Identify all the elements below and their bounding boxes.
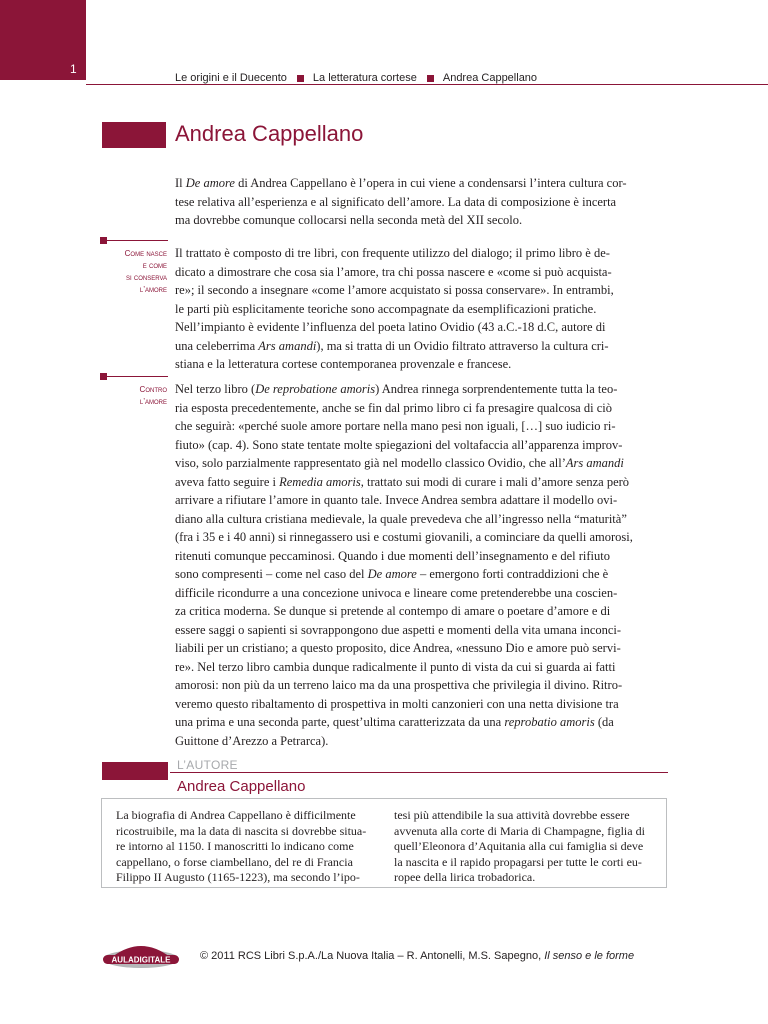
- text-line: arrivare a rifiutare l’amore in quanto tale. Invece Andrea sembra adattare il modello ovi-: [175, 493, 618, 507]
- paragraph-text: [175, 244, 667, 374]
- page-title: Andrea Cappellano: [175, 121, 364, 146]
- text-line: ria esposta precedentemente, anche se fin dal primo libro ci fa presagire qualcosa di ciò: [175, 400, 612, 415]
- breadcrumb-item-section: Le origini e il Duecento: [175, 72, 287, 84]
- page-number: 1: [70, 62, 77, 76]
- author-line: La biografia di Andrea Cappellano è difficilmente: [116, 808, 356, 822]
- italic-title: Ars amandi: [258, 338, 317, 353]
- text-line: tese relativa all’esperienza e al significato dell’amore. La data di composizione è incerta: [175, 194, 617, 209]
- author-line: cappellano, o forse ciambellano, del re di Francia: [116, 854, 353, 869]
- margin-note-line: Come nasce: [124, 249, 167, 258]
- book-title: Il senso e le forme: [544, 950, 635, 962]
- text-line: diano alla cultura cristiana medievale, la quale prevedeva che all’ingresso nella “maturità”: [175, 511, 627, 526]
- auladigitale-logo: [100, 939, 182, 969]
- logo-text: AULADIGITALE: [111, 955, 171, 965]
- text-line: za critica moderna. Se dunque si pretende al contempo di amare o poetare d’amore e di: [175, 604, 611, 618]
- breadcrumb: [175, 70, 537, 86]
- author-box-title: Andrea Cappellano: [177, 778, 306, 795]
- italic-title: Ars amandi: [565, 456, 624, 470]
- title-accent-bar: [102, 122, 166, 148]
- intro-paragraph: [175, 174, 667, 230]
- italic-title: Remedia amoris: [279, 474, 361, 489]
- footer-copyright: [200, 950, 634, 962]
- text-line: dicato a dimostrare che cosa sia l’amore, tra chi possa nascere e «come si può acquista-: [175, 264, 612, 279]
- section-marker: [101, 240, 168, 241]
- text-line: ritenuti comunque peccaminosi. Quando i due momenti dell’insegnamento e del rifiuto: [175, 548, 610, 563]
- text-line: Nel terzo libro (De reprobatione amoris) Andrea rinnega sorprendentemente tutta la teo-: [175, 382, 618, 396]
- text-line: Guittone d’Arezzo a Petrarca).: [175, 733, 329, 748]
- margin-note-line: Contro: [139, 385, 167, 394]
- author-line: ropee della lirica trobadorica.: [394, 870, 536, 884]
- text-line: veremo questo ribaltamento di prospettiva in molti canzonieri con una netta divisione tra: [175, 696, 619, 711]
- author-accent-bar: [102, 762, 168, 780]
- author-line: re intorno al 1150. I manoscritti lo indicano come: [116, 839, 354, 853]
- copyright-text: © 2011 RCS Libri S.p.A./La Nuova Italia – R. Antonelli, M.S. Sapegno,: [200, 950, 545, 962]
- author-box-label: L’AUTORE: [177, 758, 238, 772]
- text-line: fiuto» (cap. 4). Sono state tentate molte spiegazioni del voltafaccia all’apparenza improv-: [175, 437, 623, 452]
- text-line: aveva fatto seguire i Remedia amoris, trattato sui modi di curare i mali d’amore senza però: [175, 474, 630, 489]
- breadcrumb-separator-icon: [427, 75, 434, 82]
- text-line: Nell’impianto è evidente l’influenza del poeta latino Ovidio (43 a.C.-18 d.C, autore di: [175, 320, 606, 334]
- margin-note-line: l’amore: [139, 285, 167, 294]
- breadcrumb-item-author: Andrea Cappellano: [442, 72, 538, 84]
- author-line: tesi più attendibile la sua attività dovrebbe essere: [394, 808, 630, 822]
- italic-title: reprobatio amoris: [504, 715, 595, 729]
- italic-title: De amore: [185, 176, 235, 190]
- margin-note-line: e come: [142, 261, 167, 270]
- text-line: Il trattato è composto di tre libri, con frequente utilizzo del dialogo; il primo libro è de-: [175, 246, 610, 260]
- author-column-left: [116, 808, 374, 886]
- text-line: (fra i 35 e i 40 anni) si rinnegassero usi e costumi giovanili, a cominciare da quelli amorosi,: [175, 530, 633, 544]
- text-line: stiana e la letteratura cortese contemporanea provenzale e francese.: [175, 357, 512, 371]
- text-line: liabili per un cristiano; a questo proposito, dice Andrea, «nessuno Dio e amore può servi-: [175, 641, 621, 655]
- marker-square-icon: [100, 237, 107, 244]
- text-line: una celeberrima Ars amandi), ma si tratta di un Ovidio filtrato attraverso la cultura cri-: [175, 338, 609, 353]
- text-line: difficile ricondurre a una concezione univoca e lineare come pretenderebbe una coscien-: [175, 585, 618, 600]
- author-line: Filippo II Augusto (1165-1223), ma secondo l’ipo-: [116, 870, 360, 884]
- italic-title: De amore: [367, 567, 417, 581]
- text-line: sono compresenti – come nel caso del De amore – emergono forti contraddizioni che è: [175, 567, 609, 581]
- text-line: le parti più esplicitamente teoriche sono accompagnate da esemplificazioni pratiche.: [175, 301, 597, 316]
- text-line: una prima e una seconda parte, quest’ultima caratterizzata da una reprobatio amoris (da: [175, 715, 614, 729]
- breadcrumb-separator-icon: [297, 75, 304, 82]
- text-line: viso, solo parzialmente rappresentato già nel modello classico Ovidio, che all’Ars amandi: [175, 456, 624, 470]
- author-rule: [170, 772, 668, 773]
- author-line: ricostruibile, ma la data di nascita si dovrebbe situa-: [116, 823, 367, 838]
- author-line: avvenuta alla corte di Maria di Champagne, figlia di: [394, 823, 645, 838]
- author-column-right: [394, 808, 652, 886]
- margin-note-contro-amore: [100, 384, 167, 408]
- text-line: re»; il secondo a insegnare «come l’amore acquistato si possa conservare». In entrambi,: [175, 283, 614, 297]
- text-line: che seguirà: «perché suole amore portare nella mano pesi non iguali, […] suo iudicio ri-: [175, 419, 616, 433]
- margin-note-line: l’amore: [139, 397, 167, 406]
- breadcrumb-item-topic: La letteratura cortese: [312, 72, 417, 84]
- margin-note-line: si conserva: [125, 273, 167, 282]
- section-marker: [101, 376, 168, 377]
- marker-square-icon: [100, 373, 107, 380]
- text-line: re». Nel terzo libro cambia dunque radicalmente il punto di vista da cui si guarda ai fatti: [175, 659, 616, 674]
- text-line: amorosi: non più da un terreno laico ma da una prospettiva che privilegia il divino. Ritro-: [175, 678, 623, 692]
- italic-title: De reprobatione amoris: [255, 382, 376, 396]
- author-line: quell’Eleonora d’Aquitania alla cui famiglia si deve: [394, 839, 644, 853]
- margin-note-come-nasce: [100, 248, 167, 296]
- section-contro-amore: [175, 380, 667, 750]
- section-come-nasce: [175, 244, 667, 374]
- paragraph-text: [175, 174, 667, 230]
- text-line: Il De amore di Andrea Cappellano è l’opera in cui viene a condensarsi l’intera cultura cor-: [175, 176, 627, 190]
- author-line: la nascita e il rapido propagarsi per tutte le corti eu-: [394, 854, 642, 869]
- text-line: ma dovrebbe comunque collocarsi nella seconda metà del XII secolo.: [175, 213, 523, 227]
- paragraph-text: [175, 380, 667, 750]
- text-line: essere saggi o sapienti si sovrappongono due aspetti e momenti della vita umana inconci-: [175, 622, 622, 637]
